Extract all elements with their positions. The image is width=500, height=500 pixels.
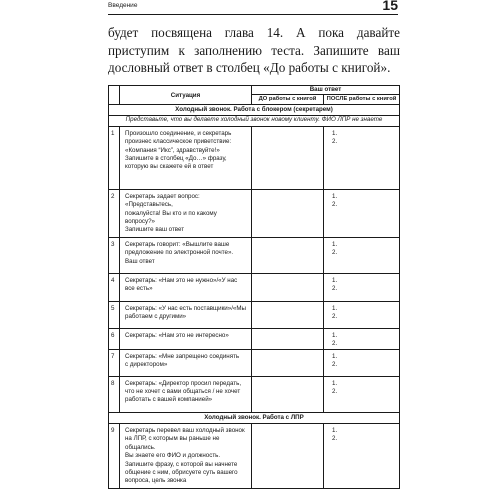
answer-mark: 1. bbox=[332, 304, 338, 312]
section-lpr-title: Холодный звонок. Работа с ЛПР bbox=[109, 412, 400, 423]
answer-mark: 2. bbox=[332, 313, 338, 321]
answer-before-cell[interactable] bbox=[252, 328, 324, 349]
answer-mark: 1. bbox=[332, 427, 338, 435]
after-column-header: ПОСЛЕ работы с книгой bbox=[324, 95, 400, 105]
table-row bbox=[109, 376, 400, 412]
answer-before-cell[interactable] bbox=[252, 301, 324, 328]
row-number: 3 bbox=[109, 237, 120, 273]
table-row bbox=[109, 328, 400, 349]
situation-line: Произошло соединение, и секретарь bbox=[125, 129, 232, 137]
situation-line: работать с вашей компанией» bbox=[125, 396, 213, 404]
situation-line: все есть» bbox=[125, 285, 153, 293]
answer-after-cell[interactable] bbox=[324, 376, 400, 412]
situation-line: работаем с другими» bbox=[125, 313, 187, 321]
table-row bbox=[109, 424, 400, 489]
test-table bbox=[108, 85, 400, 489]
table-body bbox=[109, 105, 400, 489]
section-blocker-note-row bbox=[109, 116, 400, 126]
table-row bbox=[109, 349, 400, 376]
answer-mark: 2. bbox=[332, 435, 338, 443]
answer-before-cell[interactable] bbox=[252, 424, 324, 489]
answer-after-cell[interactable] bbox=[324, 237, 400, 273]
intro-paragraph: будет посвящена глава 14. А пока давайте приступим к заполнению теста. Запишите ваш дословный ответ в столбец «До работы с книгой». bbox=[108, 25, 400, 76]
situation-line: Секретарь: «Директор просил передать, bbox=[125, 379, 242, 387]
situation-cell bbox=[120, 189, 252, 237]
answer-mark: 1. bbox=[332, 276, 338, 284]
answer-before-cell[interactable] bbox=[252, 189, 324, 237]
situation-line: Запишите в столбец «До…» фразу, bbox=[125, 155, 227, 163]
row-number: 6 bbox=[109, 328, 120, 349]
situation-line: предложение по электронной почте». bbox=[125, 249, 234, 257]
situation-line: Секретарь: «Нам это не нужно»/«У нас bbox=[125, 276, 238, 284]
situation-cell bbox=[120, 376, 252, 412]
situation-cell bbox=[120, 328, 252, 349]
page-number: 15 bbox=[382, 0, 398, 13]
answer-mark: 2. bbox=[332, 388, 338, 396]
situation-cell bbox=[120, 126, 252, 189]
answer-before-cell[interactable] bbox=[252, 126, 324, 189]
answer-after-cell[interactable] bbox=[324, 424, 400, 489]
situation-cell bbox=[120, 301, 252, 328]
number-column-header bbox=[109, 86, 120, 105]
answer-after-cell[interactable] bbox=[324, 328, 400, 349]
intro-text bbox=[108, 24, 400, 77]
row-number: 9 bbox=[109, 424, 120, 489]
situation-line: Ваш ответ bbox=[125, 257, 155, 265]
answer-after-cell[interactable] bbox=[324, 349, 400, 376]
situation-line: Запишите фразу, с которой вы начнете bbox=[125, 460, 238, 468]
answer-mark: 2. bbox=[332, 138, 338, 146]
situation-line: вопроса, цель звонка bbox=[125, 477, 187, 485]
answer-mark: 2. bbox=[332, 340, 338, 348]
table-row bbox=[109, 273, 400, 301]
answer-after-cell[interactable] bbox=[324, 189, 400, 237]
situation-cell bbox=[120, 349, 252, 376]
row-number: 8 bbox=[109, 376, 120, 412]
answer-mark: 1. bbox=[332, 379, 338, 387]
table-row bbox=[109, 237, 400, 273]
running-header bbox=[108, 0, 398, 15]
answer-column-header: Ваш ответ bbox=[252, 86, 400, 95]
situation-line: Секретарь: «Нам это не интересно» bbox=[125, 331, 229, 339]
answer-before-cell[interactable] bbox=[252, 273, 324, 301]
answer-mark: 1. bbox=[332, 352, 338, 360]
answer-before-cell[interactable] bbox=[252, 237, 324, 273]
situation-column-header: Ситуация bbox=[120, 86, 252, 105]
situation-cell bbox=[120, 424, 252, 489]
situation-line: Запишите ваш ответ bbox=[125, 226, 185, 234]
answer-mark: 1. bbox=[332, 129, 338, 137]
situation-cell bbox=[120, 237, 252, 273]
answer-mark: 1. bbox=[332, 240, 338, 248]
before-column-header: ДО работы с книгой bbox=[252, 95, 324, 105]
answer-mark: 2. bbox=[332, 249, 338, 257]
situation-line: пожалуйста! Вы кто и по какому bbox=[125, 209, 217, 217]
situation-line: «Компания “Икс”, здравствуйте!» bbox=[125, 146, 220, 154]
situation-line: Вы знаете его ФИО и должность. bbox=[125, 452, 221, 460]
row-number: 2 bbox=[109, 189, 120, 237]
section-lpr bbox=[109, 412, 400, 423]
situation-line: что не хочет с вами общаться / не хочет bbox=[125, 388, 241, 396]
answer-mark: 2. bbox=[332, 285, 338, 293]
answer-before-cell[interactable] bbox=[252, 376, 324, 412]
situation-line: Секретарь говорит: «Вышлите ваше bbox=[125, 240, 230, 248]
answer-after-cell[interactable] bbox=[324, 126, 400, 189]
section-blocker-title: Холодный звонок. Работа с блокером (секретарем) bbox=[109, 105, 400, 116]
table-row bbox=[109, 301, 400, 328]
row-number: 5 bbox=[109, 301, 120, 328]
situation-line: Секретарь перевел ваш холодный звонок bbox=[125, 427, 245, 435]
row-number: 4 bbox=[109, 273, 120, 301]
row-number: 7 bbox=[109, 349, 120, 376]
situation-line: общение с ним, обрисуете суть вашего bbox=[125, 469, 238, 477]
answer-mark: 2. bbox=[332, 201, 338, 209]
situation-line: с директором» bbox=[125, 361, 168, 369]
situation-line: Секретарь: «Мне запрещено соединять bbox=[125, 352, 240, 360]
section-name: Введение bbox=[108, 2, 138, 9]
situation-line: произнес классическое приветствие: bbox=[125, 138, 232, 146]
row-number: 1 bbox=[109, 126, 120, 189]
situation-cell bbox=[120, 273, 252, 301]
situation-line: которую вы скажете ей в ответ bbox=[125, 163, 214, 171]
situation-line: Секретарь задает вопрос: «Представьтесь, bbox=[125, 192, 200, 209]
section-blocker-note: Представьте, что вы делаете холодный звонок новому клиенту. ФИО ЛПР не знаете bbox=[109, 116, 400, 126]
table-row bbox=[109, 189, 400, 237]
answer-before-cell[interactable] bbox=[252, 349, 324, 376]
section-blocker bbox=[109, 105, 400, 116]
table-row bbox=[109, 126, 400, 189]
answer-mark: 2. bbox=[332, 361, 338, 369]
answer-after-cell[interactable] bbox=[324, 273, 400, 301]
situation-line: на ЛПР, с которым вы раньше не общались. bbox=[125, 435, 220, 451]
answer-mark: 1. bbox=[332, 331, 338, 339]
situation-line: вопросу?» bbox=[125, 218, 155, 226]
answer-mark: 1. bbox=[332, 192, 338, 200]
situation-line: Секретарь: «У нас есть поставщики»/«Мы bbox=[125, 304, 246, 312]
answer-after-cell[interactable] bbox=[324, 301, 400, 328]
